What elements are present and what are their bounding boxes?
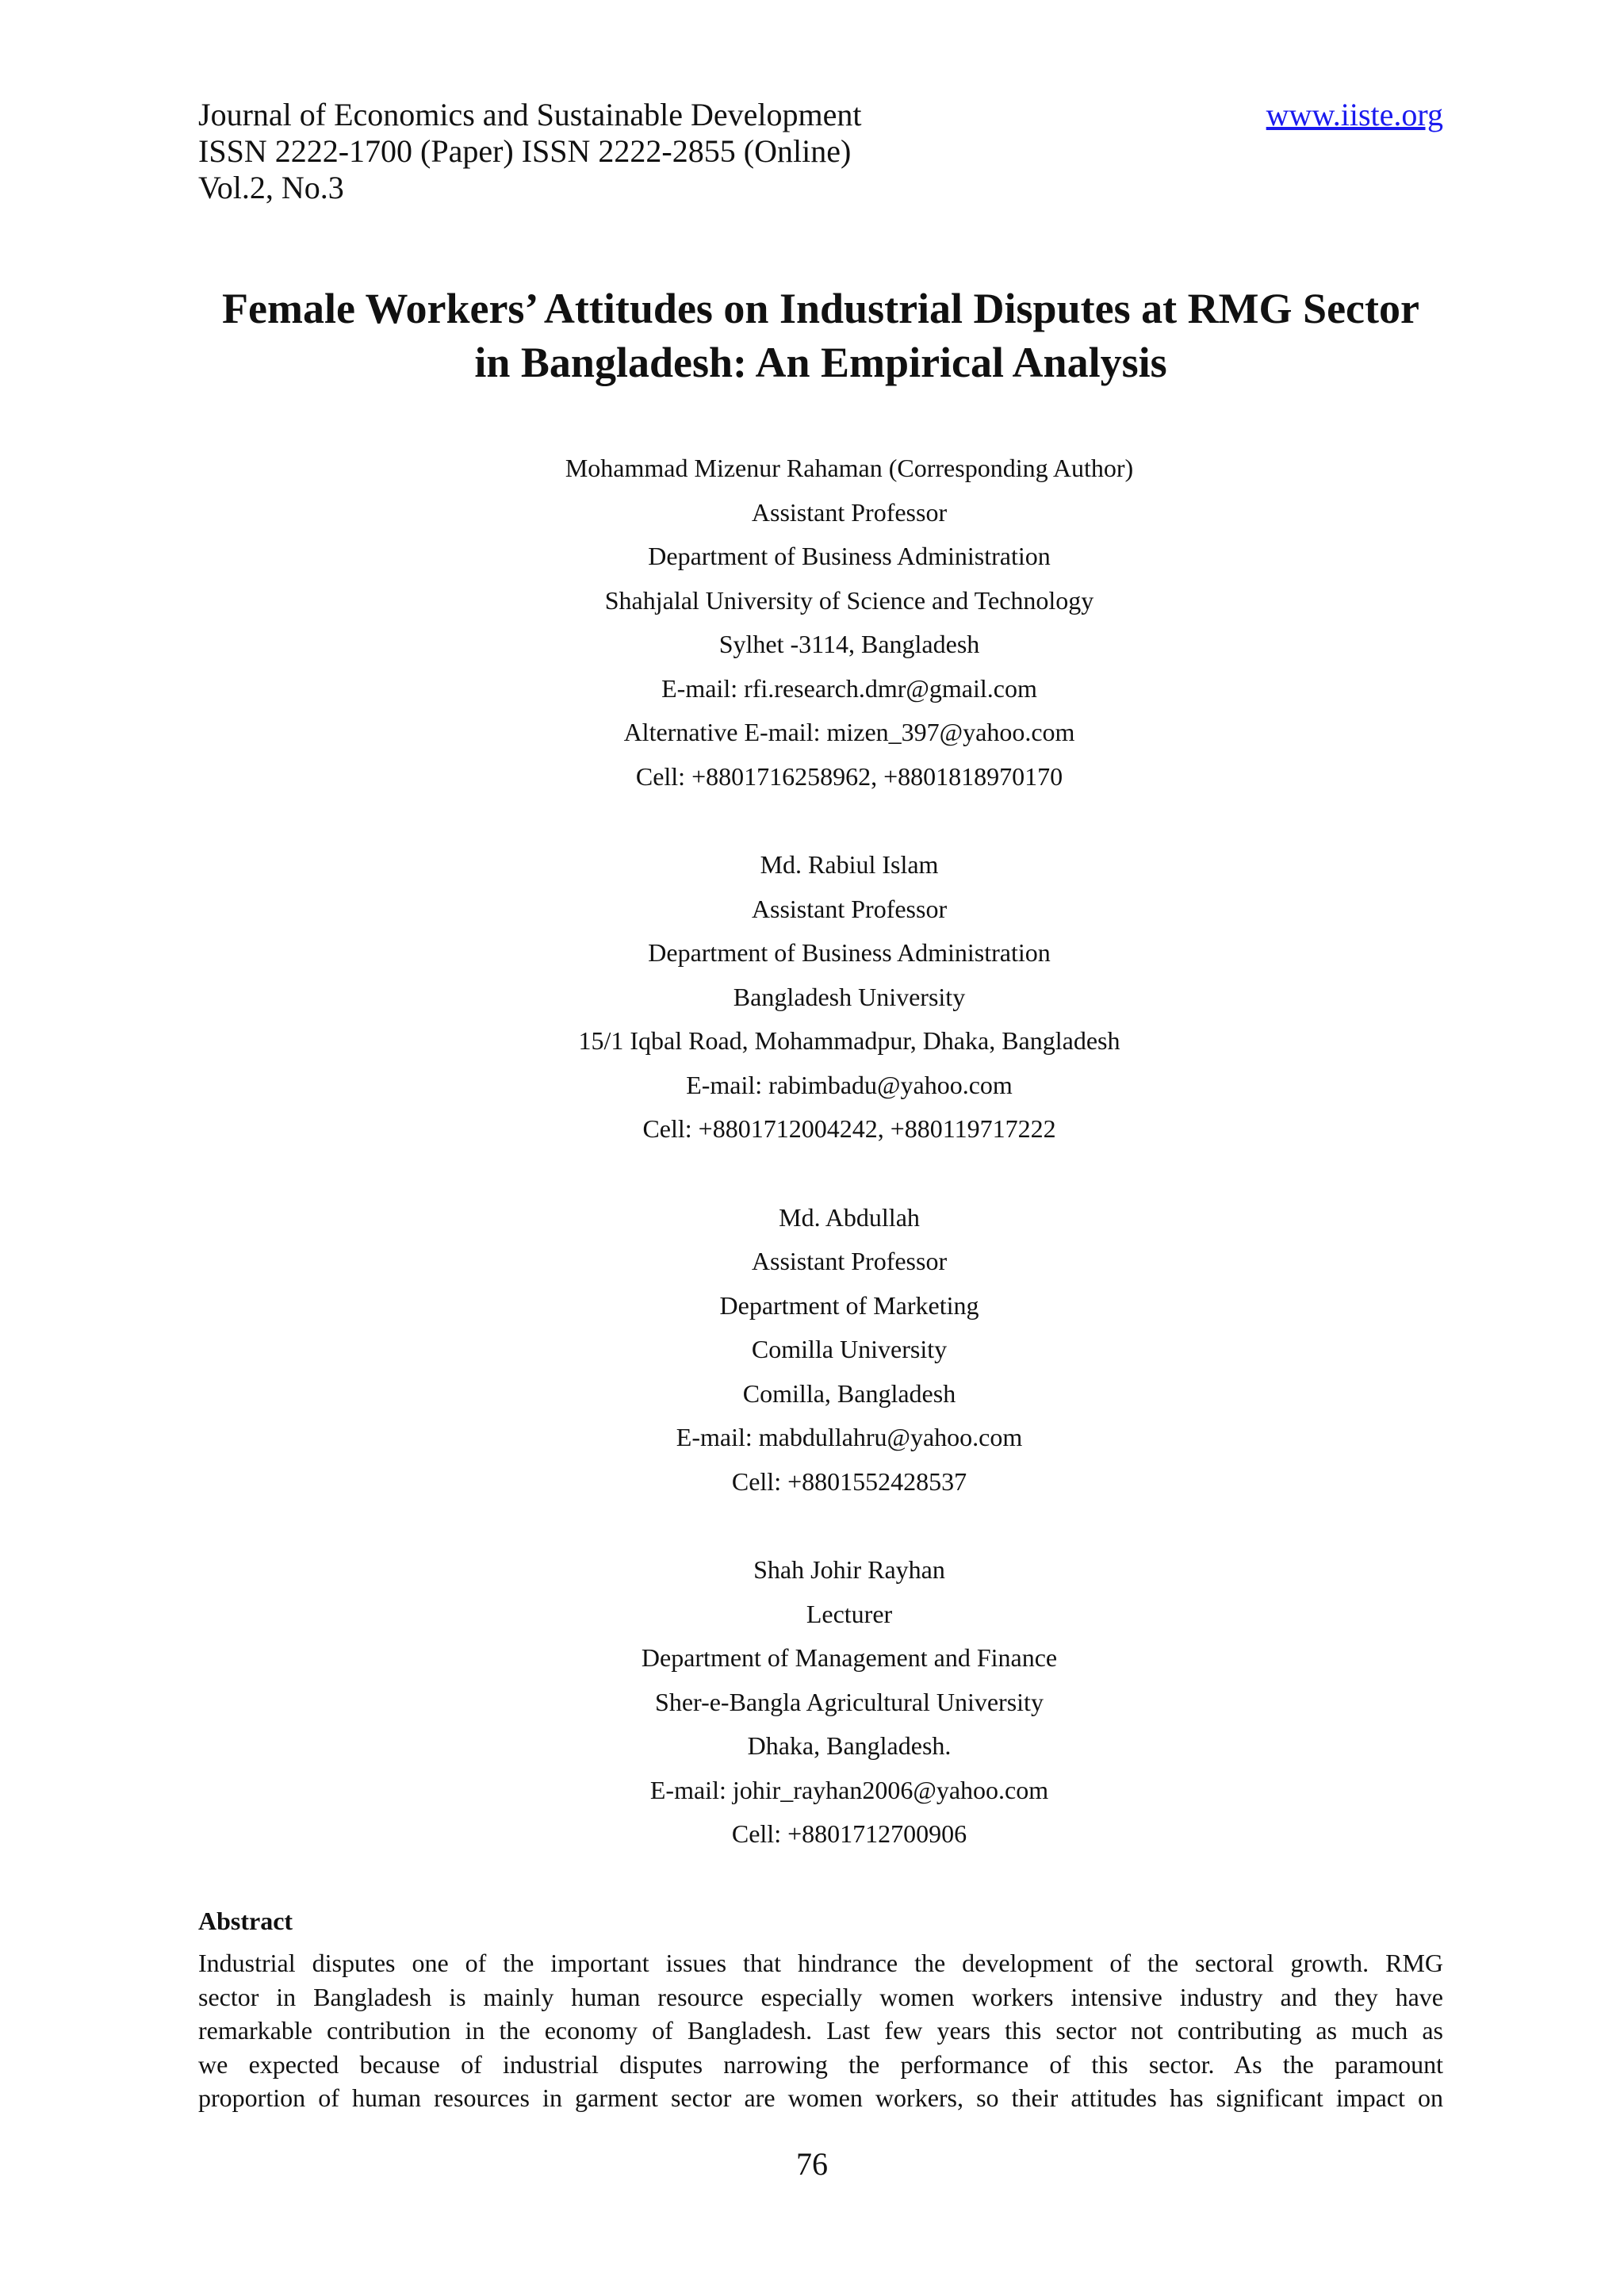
journal-volume: Vol.2, No.3 bbox=[198, 170, 344, 205]
author-block bbox=[198, 843, 1500, 1152]
author-department: Department of Management and Finance bbox=[641, 1643, 1058, 1672]
author-department: Department of Business Administration bbox=[648, 938, 1051, 967]
author-block bbox=[198, 1548, 1500, 1857]
author-phone: Cell: +8801552428537 bbox=[731, 1466, 967, 1496]
author-phone: Cell: +8801716258962, +8801818970170 bbox=[635, 761, 1063, 791]
journal-website-link[interactable]: www.iiste.org bbox=[1266, 97, 1443, 132]
author-address: Sylhet -3114, Bangladesh bbox=[718, 630, 980, 658]
author-institution: Comilla University bbox=[751, 1335, 948, 1363]
author-list bbox=[198, 447, 1500, 1901]
abstract-line: Industrial disputes one of the important issues that hindrance the development of the sectoral growth. RMG bbox=[198, 1949, 1443, 1977]
abstract-line: proportion of human resources in garment sector are women workers, so their attitudes has significant impact on bbox=[198, 2083, 1443, 2112]
author-position: Lecturer bbox=[806, 1599, 893, 1628]
journal-issn: ISSN 2222-1700 (Paper) ISSN 2222-2855 (Online) bbox=[198, 133, 852, 169]
author-address: Comilla, Bangladesh bbox=[742, 1378, 956, 1408]
author-position: Assistant Professor bbox=[751, 497, 948, 527]
page-number: 76 bbox=[796, 2146, 828, 2182]
author-position: Assistant Professor bbox=[751, 1247, 948, 1275]
paper-title-line-2: in Bangladesh: An Empirical Analysis bbox=[474, 339, 1167, 386]
abstract-line: sector in Bangladesh is mainly human resource especially women workers intensive industry and they have bbox=[198, 1982, 1443, 2011]
author-email: E-mail: johir_rayhan2006@yahoo.com bbox=[649, 1775, 1049, 1804]
author-name: Md. Rabiul Islam bbox=[760, 850, 939, 879]
author-address: Dhaka, Bangladesh. bbox=[747, 1731, 952, 1760]
author-block bbox=[198, 1196, 1500, 1504]
author-alt-email: Alternative E-mail: mizen_397@yahoo.com bbox=[623, 718, 1075, 746]
author-name: Md. Abdullah bbox=[779, 1202, 920, 1232]
paper-title bbox=[198, 282, 1443, 389]
author-institution: Shahjalal University of Science and Technology bbox=[604, 585, 1094, 615]
author-phone: Cell: +8801712700906 bbox=[731, 1819, 967, 1848]
author-department: Department of Marketing bbox=[719, 1290, 979, 1320]
author-name: Shah Johir Rayhan bbox=[753, 1555, 945, 1584]
author-department: Department of Business Administration bbox=[648, 542, 1051, 570]
author-name: Mohammad Mizenur Rahaman (Corresponding Author) bbox=[565, 454, 1134, 482]
author-email: E-mail: rfi.research.dmr@gmail.com bbox=[661, 673, 1037, 703]
abstract-heading: Abstract bbox=[198, 1907, 293, 1935]
abstract-section bbox=[198, 1903, 1443, 2115]
author-institution: Bangladesh University bbox=[733, 982, 966, 1011]
abstract-line: we expected because of industrial disputes narrowing the performance of this sector. As the paramount bbox=[198, 2049, 1443, 2079]
abstract-body bbox=[198, 1946, 1443, 2115]
author-institution: Sher-e-Bangla Agricultural University bbox=[655, 1687, 1044, 1716]
author-email: E-mail: rabimbadu@yahoo.com bbox=[686, 1070, 1013, 1099]
author-block bbox=[198, 447, 1500, 799]
paper-title-line-1: Female Workers’ Attitudes on Industrial Disputes at RMG Sector bbox=[222, 285, 1419, 332]
abstract-line: remarkable contribution in the economy of Bangladesh. Last few years this sector not contributing as much as bbox=[198, 2016, 1443, 2045]
author-phone: Cell: +8801712004242, +880119717222 bbox=[642, 1114, 1056, 1143]
author-position: Assistant Professor bbox=[751, 894, 948, 923]
journal-header bbox=[198, 97, 1443, 206]
author-address: 15/1 Iqbal Road, Mohammadpur, Dhaka, Bangladesh bbox=[578, 1026, 1120, 1055]
author-email: E-mail: mabdullahru@yahoo.com bbox=[676, 1423, 1023, 1451]
journal-name: Journal of Economics and Sustainable Development bbox=[198, 97, 862, 132]
